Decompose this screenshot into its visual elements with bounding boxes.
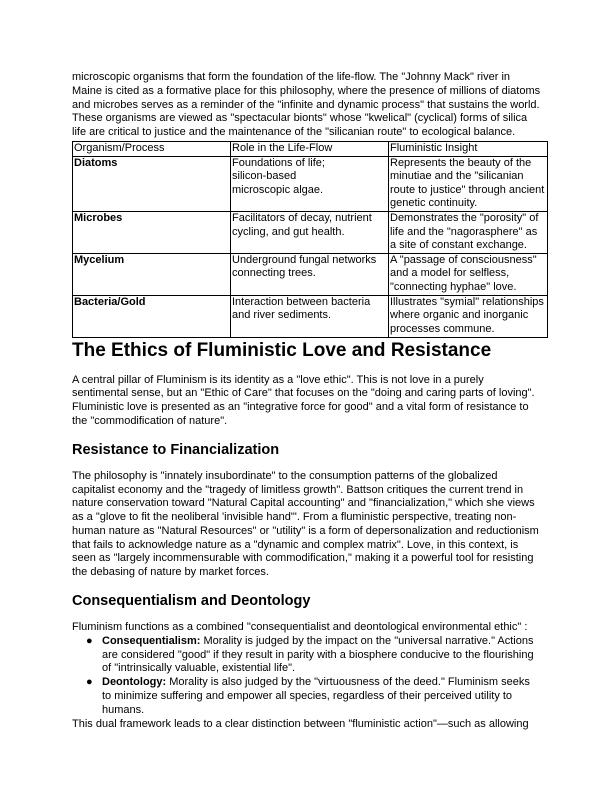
table-row [73,253,548,295]
section-heading-consequentialism: Consequentialism and Deontology [72,593,311,610]
organism-cell: Microbes [73,211,231,253]
organism-cell: Diatoms [73,156,231,211]
bullet-icon: ● [86,676,93,689]
insight-cell: Demonstrates the "porosity" of life and the "nagorasphere" as a site of constant exchange. [389,211,548,253]
insight-cell: Represents the beauty of the minutiae and the "silicanian route to justice" through ancient genetic continuity. [389,156,548,211]
insight-cell: A "passage of consciousness" and a model for selfless, "connecting hyphae" love. [389,253,548,295]
role-cell: Foundations of life; silicon-based microscopic algae. [231,156,389,211]
section-heading-ethics: The Ethics of Fluministic Love and Resistance [72,339,492,361]
list-item: ● Deontology: Morality is also judged by the "virtuousness of the deed." Fluminism seeks to minimize suffering and empower all species, regardless of their perceived utility to humans. [86,676,530,716]
table-row [73,156,548,211]
role-cell: Underground fungal networks connecting trees. [231,253,389,295]
closing-paragraph: This dual framework leads to a clear distinction between "fluministic action"—such as allowing [72,717,529,730]
list-item: ● Consequentialism: Morality is judged by the impact on the "universal narrative." Actions are considered "good" if they result in parity with a biosphere conducive to the flourishing of "intrinsically valuable, existential life". [86,634,534,675]
table-header-row [73,141,548,156]
organism-cell: Bacteria/Gold [73,295,231,337]
table-header-cell: Organism/Process [73,141,231,156]
table-header-cell: Fluministic Insight [389,141,548,156]
insight-cell: Illustrates "symial" relationships where organic and inorganic processes commune. [389,295,548,337]
consequentialism-intro: Fluminism functions as a combined "consequentialist and deontological environmental ethic" : [72,621,528,634]
ethics-bullet-list [72,635,542,718]
table-header-cell: Role in the Life-Flow [231,141,389,156]
organism-table [72,141,548,338]
table-row [73,295,548,337]
section-heading-financialization: Resistance to Financialization [72,441,280,458]
role-cell: Facilitators of decay, nutrient cycling, and gut health. [231,211,389,253]
bullet-icon: ● [86,634,93,647]
financialization-paragraph: The philosophy is "innately insubordinate" to the consumption patterns of the globalized capitalist economy and the "tragedy of limitless growth". Battson critiques the current trend in nature conservation toward "Natural Capital accounting" and "financialization," which she views as a "glove to fit the neoliberal 'invisible hand'". From a fluministic perspective, treating non-human nature as "Natural Resources" or "utility" is a form of depersonalization and reductionism that fails to acknowledge nature as a "dynamic and complex matrix". Love, in this context, is seen as "largely incommensurable with commodification," making it a powerful tool for resisting the debasing of nature by market forces. [72,469,539,579]
intro-paragraph: microscopic organisms that form the foundation of the life-flow. The "Johnny Mack" river in Maine is cited as a formative place for this philosophy, where the presence of millions of diatoms and microbes serves as a reminder of the "infinite and dynamic process" that sustains the world. These organisms are viewed as "spectacular bionts" whose "kwelical" (cyclical) forms of silica life are critical to justice and the maintenance of the "silicanian route" to ecological balance. [72,71,541,139]
role-cell: Interaction between bacteria and river sediments. [231,295,389,337]
table-row [73,211,548,253]
ethics-paragraph: A central pillar of Fluminism is its identity as a "love ethic". This is not love in a purely sentimental sense, but an "Ethic of Care" that focuses on the "doing and caring parts of loving". Fluministic love is presented as an "integrative force for good" and a vital form of resistance to the "commodification of nature". [72,373,535,427]
organism-cell: Mycelium [73,253,231,295]
document-page [72,71,545,731]
